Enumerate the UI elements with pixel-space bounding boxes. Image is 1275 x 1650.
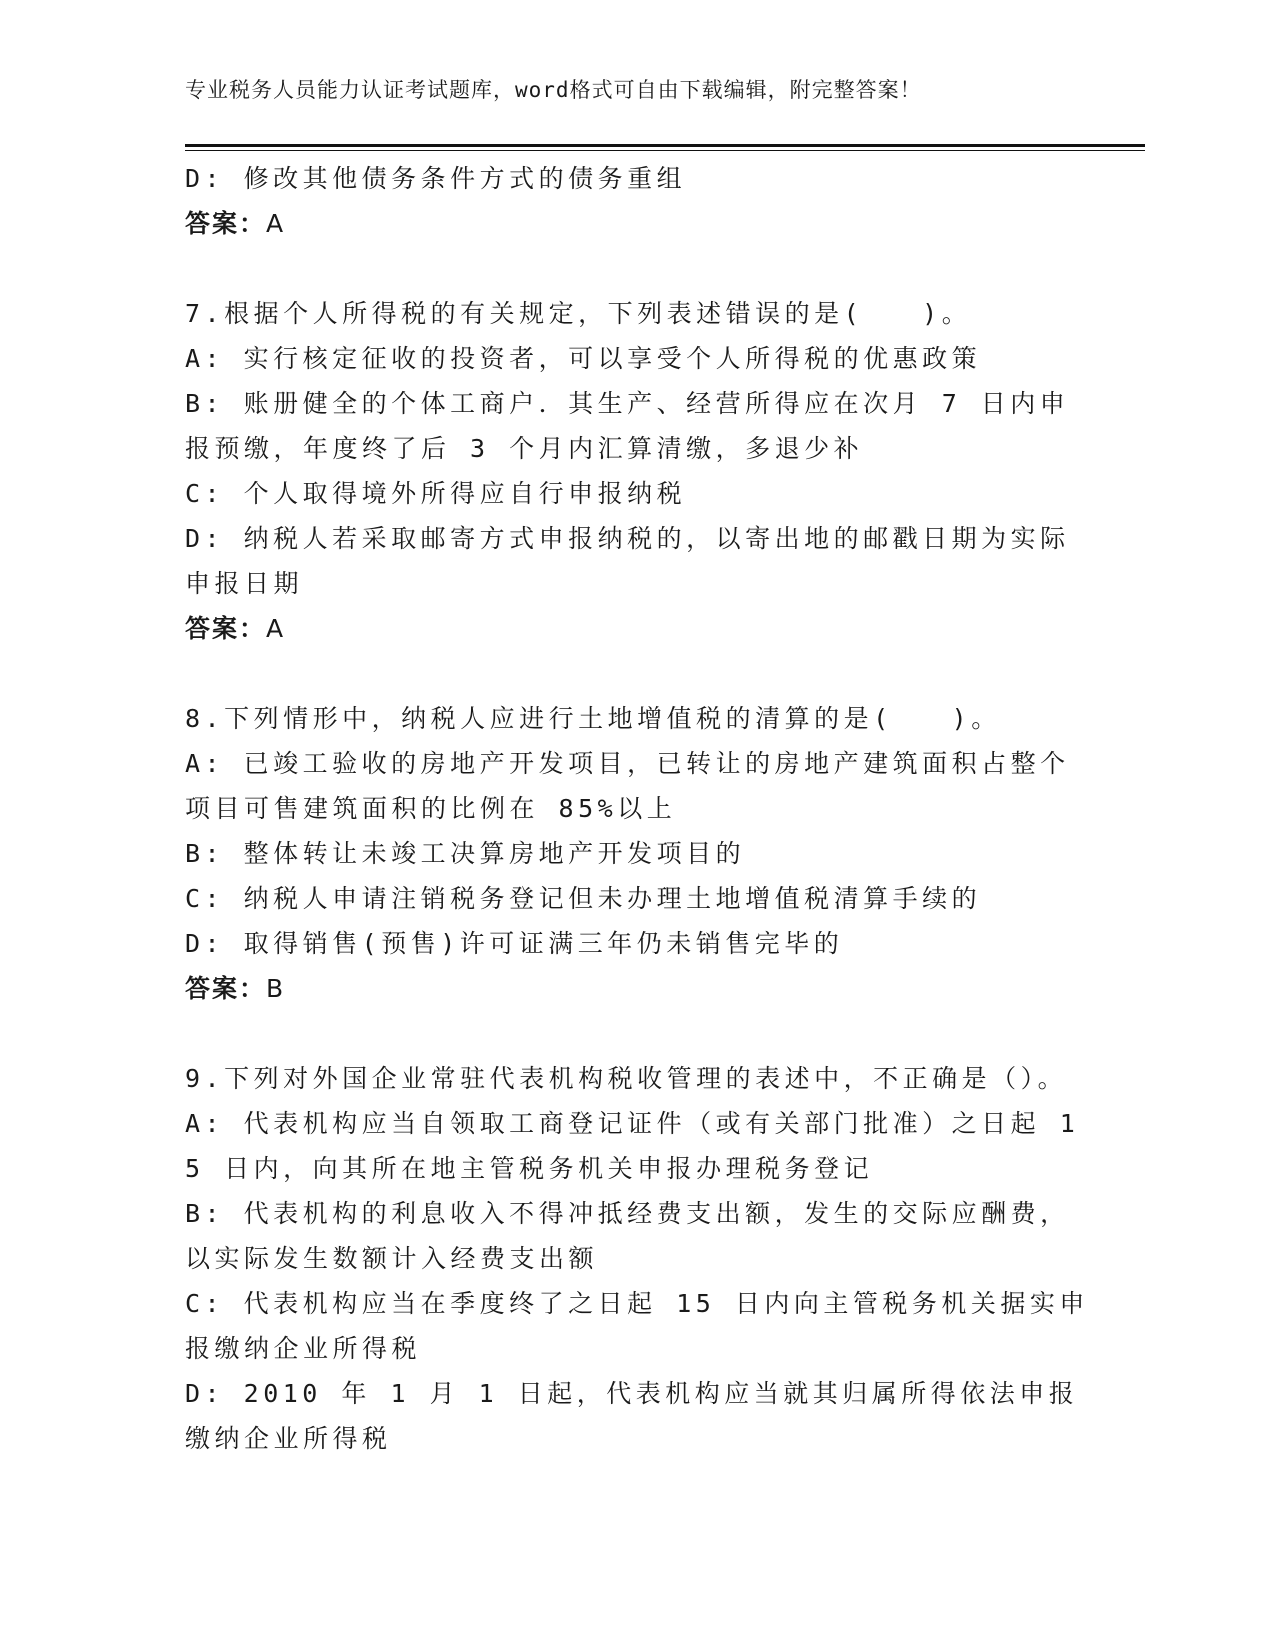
answer-value: A xyxy=(266,209,286,238)
answer-line xyxy=(185,966,1090,1011)
question-7 xyxy=(185,291,1090,651)
option-c: C: 个人取得境外所得应自行申报纳税 xyxy=(185,479,687,508)
question-stem: 7.根据个人所得税的有关规定，下列表述错误的是( )。 xyxy=(185,299,972,328)
question-content xyxy=(185,156,1090,1461)
option-b: B: 账册健全的个体工商户．其生产、经营所得应在次月 7 日内申报预缴，年度终了后 3 个月内汇算清缴，多退少补 xyxy=(185,389,1070,463)
answer-label: 答案： xyxy=(185,974,267,1003)
answer-label: 答案： xyxy=(185,209,267,238)
previous-question-tail xyxy=(185,156,1090,246)
option-c: C: 代表机构应当在季度终了之日起 15 日内向主管税务机关据实申报缴纳企业所得税 xyxy=(185,1289,1089,1363)
option-d: D: 纳税人若采取邮寄方式申报纳税的，以寄出地的邮戳日期为实际申报日期 xyxy=(185,524,1070,598)
answer-line xyxy=(185,606,1090,651)
option-d: D: 修改其他债务条件方式的债务重组 xyxy=(185,164,687,193)
question-stem: 8.下列情形中，纳税人应进行土地增值税的清算的是( )。 xyxy=(185,704,1001,733)
option-d: D: 2010 年 1 月 1 日起，代表机构应当就其归属所得依法申报缴纳企业所得税 xyxy=(185,1379,1079,1453)
page-header: 专业税务人员能力认证考试题库，word格式可自由下载编辑，附完整答案！ xyxy=(185,78,922,102)
answer-value: B xyxy=(266,974,286,1003)
header-rule-thin xyxy=(185,150,1145,151)
option-c: C: 纳税人申请注销税务登记但未办理土地增值税清算手续的 xyxy=(185,884,982,913)
question-stem: 9.下列对外国企业常驻代表机构税收管理的表述中，不正确是（）。 xyxy=(185,1064,1068,1093)
header-rule-thick xyxy=(185,144,1145,147)
answer-value: A xyxy=(266,614,286,643)
option-d: D: 取得销售(预售)许可证满三年仍未销售完毕的 xyxy=(185,929,844,958)
option-a: A: 代表机构应当自领取工商登记证件（或有关部门批准）之日起 15 日内，向其所在地主管税务机关申报办理税务登记 xyxy=(185,1109,1080,1183)
question-9 xyxy=(185,1056,1090,1461)
question-8 xyxy=(185,696,1090,1011)
option-b: B: 代表机构的利息收入不得冲抵经费支出额，发生的交际应酬费，以实际发生数额计入经费支出额 xyxy=(185,1199,1070,1273)
option-a: A: 已竣工验收的房地产开发项目，已转让的房地产建筑面积占整个项目可售建筑面积的比例在 85%以上 xyxy=(185,749,1070,823)
answer-line xyxy=(185,201,1090,246)
answer-label: 答案： xyxy=(185,614,267,643)
option-a: A: 实行核定征收的投资者，可以享受个人所得税的优惠政策 xyxy=(185,344,982,373)
option-b: B: 整体转让未竣工决算房地产开发项目的 xyxy=(185,839,746,868)
